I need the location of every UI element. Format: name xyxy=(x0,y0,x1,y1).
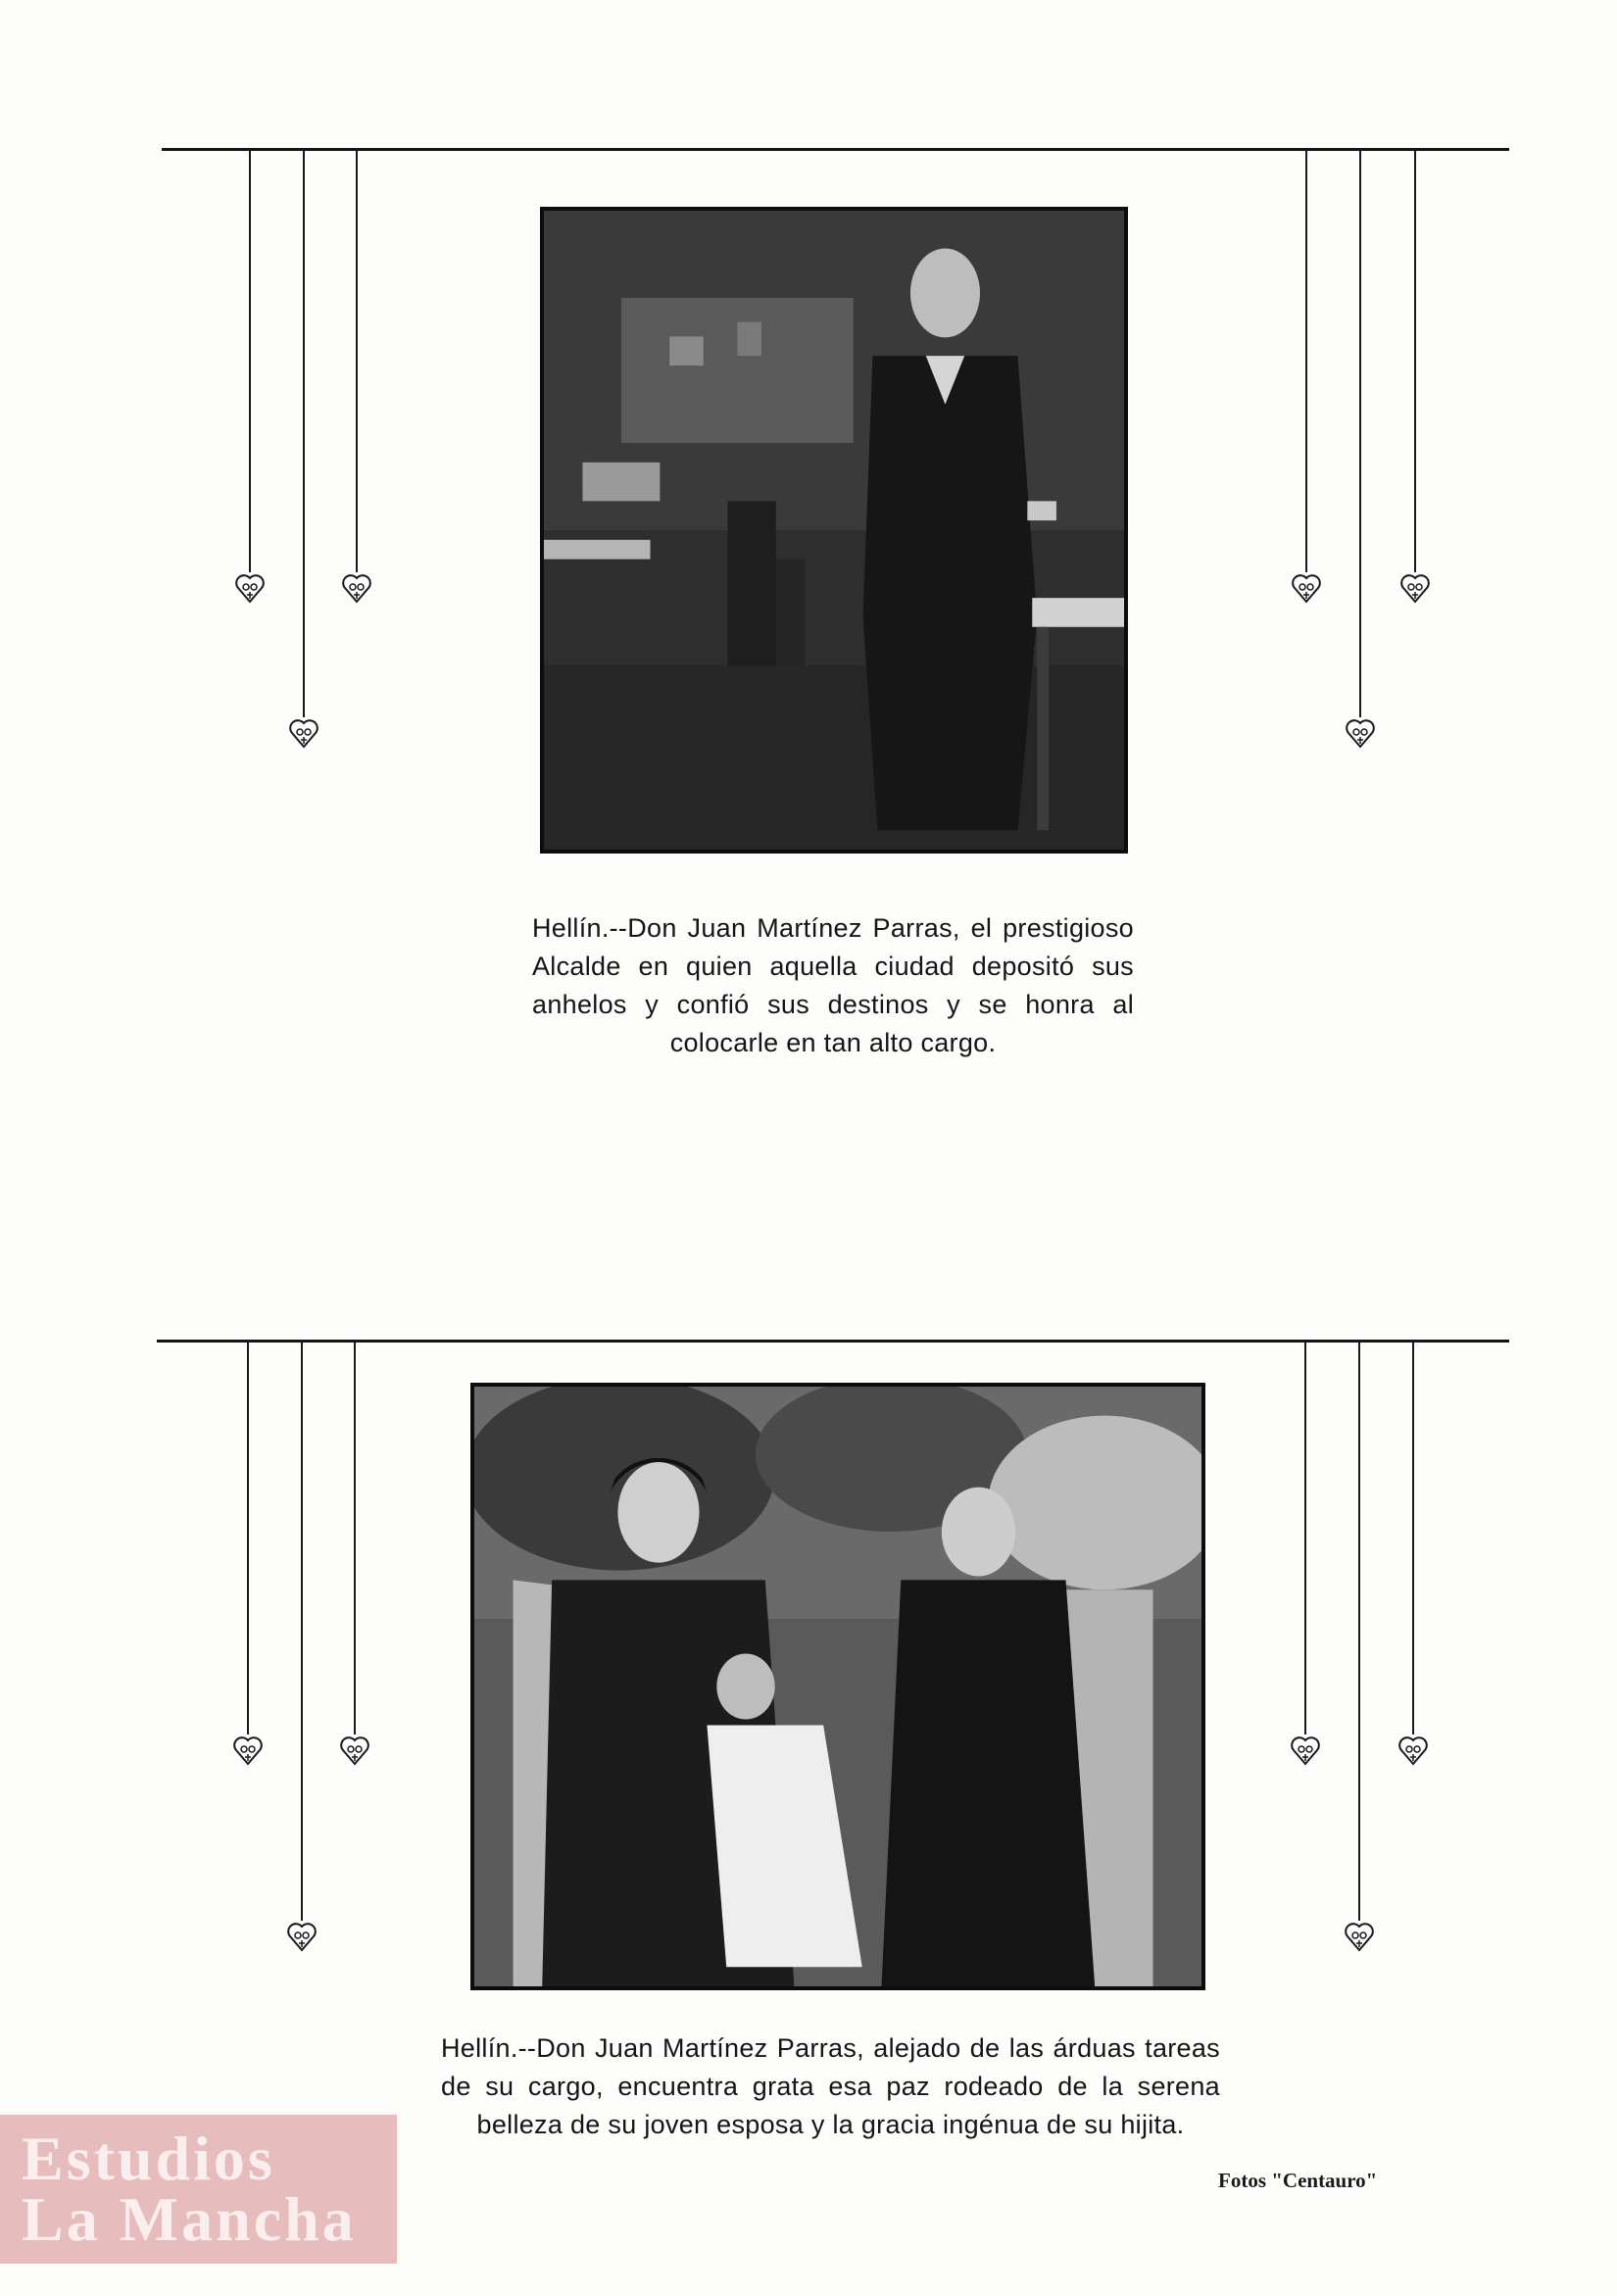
family-caption xyxy=(441,2029,1220,2144)
heart-pendant-icon xyxy=(1292,151,1321,621)
heart-pendant-icon xyxy=(235,151,265,621)
heart-pendant-icon xyxy=(1345,1343,1374,1970)
heart-pendant-icon xyxy=(233,1343,263,1774)
heart-pendant-icon xyxy=(1400,151,1430,621)
caption-text: Hellín.--Don Juan Martínez Parras, el prestigioso Alcalde en quien aquella ciudad depositó sus anhelos y confió sus destinos y se honra al colocarle en tan alto cargo. xyxy=(532,913,1134,1057)
family-photo xyxy=(470,1383,1205,1990)
portrait-photo xyxy=(540,207,1128,854)
heart-pendant-icon xyxy=(342,151,371,621)
caption-text: Hellín.--Don Juan Martínez Parras, alejado de las árduas tareas de su cargo, encuentra grata esa paz rodeado de la serena belleza de su joven esposa y la gracia ingénua de su hijita. xyxy=(441,2033,1220,2139)
heart-pendant-icon xyxy=(1291,1343,1320,1774)
watermark-logo xyxy=(0,2115,397,2264)
heart-pendant-icon xyxy=(287,1343,317,1970)
heart-pendant-icon xyxy=(289,151,318,758)
heart-pendant-icon xyxy=(1398,1343,1428,1774)
watermark-line: La Mancha xyxy=(22,2184,357,2254)
heart-pendant-icon xyxy=(340,1343,369,1774)
heart-pendant-icon xyxy=(1346,151,1375,758)
photo-credit: Fotos "Centauro" xyxy=(1218,2169,1378,2192)
watermark-line: Estudios xyxy=(22,2124,275,2193)
portrait-caption xyxy=(532,909,1134,1062)
